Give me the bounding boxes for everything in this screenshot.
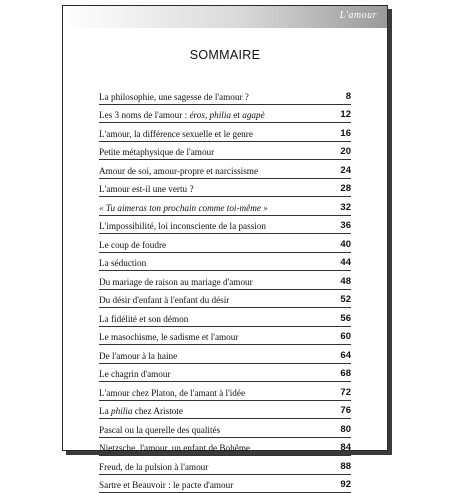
toc-entry-page-number: 40 bbox=[340, 239, 351, 250]
toc-entry-page-number: 44 bbox=[340, 257, 351, 268]
book-page bbox=[62, 5, 388, 451]
table-of-contents bbox=[99, 86, 351, 493]
toc-entry-title-segment: De l'amour à la haine bbox=[99, 351, 177, 361]
toc-entry bbox=[99, 401, 351, 420]
toc-entry-title-segment: La philosophie, une sagesse de l'amour ? bbox=[99, 92, 249, 102]
page-title: SOMMAIRE bbox=[63, 48, 387, 62]
toc-entry bbox=[99, 345, 351, 364]
toc-entry-title bbox=[99, 388, 245, 398]
toc-entry bbox=[99, 197, 351, 216]
toc-entry-page-number: 12 bbox=[340, 109, 351, 120]
toc-entry-title-segment: L'amour chez Platon, de l'amant à l'idée bbox=[99, 388, 245, 398]
toc-entry-page-number: 16 bbox=[340, 128, 351, 139]
toc-entry-page-number: 88 bbox=[340, 461, 351, 472]
toc-entry bbox=[99, 271, 351, 290]
toc-entry-page-number: 36 bbox=[340, 220, 351, 231]
toc-entry-title bbox=[99, 332, 238, 342]
toc-entry bbox=[99, 234, 351, 253]
toc-entry-title bbox=[99, 221, 266, 231]
page-shadow-right bbox=[388, 9, 392, 455]
toc-entry-page-number: 64 bbox=[340, 350, 351, 361]
toc-entry-title-segment: L'amour est-il une vertu ? bbox=[99, 184, 194, 194]
toc-entry-title-segment: Pascal ou la querelle des qualités bbox=[99, 425, 220, 435]
toc-entry-title bbox=[99, 314, 188, 324]
toc-entry-title bbox=[99, 203, 268, 213]
toc-entry-title-segment: chez Aristote bbox=[132, 406, 183, 416]
toc-entry-page-number: 32 bbox=[340, 202, 351, 213]
toc-entry-title-segment: « Tu aimeras ton prochain comme toi-même » bbox=[99, 203, 268, 213]
toc-entry-title bbox=[99, 110, 265, 120]
toc-entry-page-number: 76 bbox=[340, 405, 351, 416]
toc-entry-title bbox=[99, 425, 220, 435]
toc-entry-title bbox=[99, 129, 253, 139]
toc-entry-title-segment: La séduction bbox=[99, 258, 146, 268]
toc-entry-page-number: 8 bbox=[346, 91, 351, 102]
toc-entry-title-segment: éros bbox=[189, 110, 204, 120]
toc-entry-title bbox=[99, 295, 229, 305]
toc-entry-page-number: 48 bbox=[340, 276, 351, 287]
toc-entry bbox=[99, 308, 351, 327]
toc-entry-page-number: 28 bbox=[340, 183, 351, 194]
toc-entry bbox=[99, 216, 351, 235]
toc-entry-title-segment: Du mariage de raison au mariage d'amour bbox=[99, 277, 253, 287]
toc-entry-title-segment: L'amour, la différence sexuelle et le genre bbox=[99, 129, 253, 139]
toc-entry bbox=[99, 179, 351, 198]
toc-entry-title-segment: Le coup de foudre bbox=[99, 240, 166, 250]
toc-entry-title-segment: Sartre et Beauvoir : le pacte d'amour bbox=[99, 480, 233, 490]
toc-entry-title bbox=[99, 277, 253, 287]
toc-entry-title bbox=[99, 406, 183, 416]
toc-entry-title-segment: Petite métaphysique de l'amour bbox=[99, 147, 214, 157]
toc-entry-title bbox=[99, 462, 208, 472]
running-header-band bbox=[63, 6, 387, 28]
toc-entry-title bbox=[99, 147, 214, 157]
toc-entry-title-segment: La fidélité et son démon bbox=[99, 314, 188, 324]
toc-entry-page-number: 68 bbox=[340, 368, 351, 379]
toc-entry bbox=[99, 456, 351, 475]
toc-entry-title-segment: philia bbox=[210, 110, 231, 120]
toc-entry-title-segment: Amour de soi, amour-propre et narcissisme bbox=[99, 166, 258, 176]
toc-entry bbox=[99, 160, 351, 179]
running-header-title: L'amour bbox=[340, 10, 377, 21]
toc-entry-page-number: 84 bbox=[340, 442, 351, 453]
toc-entry-title-segment: Freud, de la pulsion à l'amour bbox=[99, 462, 208, 472]
toc-entry-title-segment: Les 3 noms de l'amour : bbox=[99, 110, 189, 120]
toc-entry-title-segment: L'impossibilité, loi inconsciente de la passion bbox=[99, 221, 266, 231]
toc-entry bbox=[99, 253, 351, 272]
toc-entry-page-number: 92 bbox=[340, 479, 351, 490]
toc-entry-title-segment: , bbox=[205, 110, 210, 120]
toc-entry-title-segment: et bbox=[231, 110, 242, 120]
toc-entry bbox=[99, 327, 351, 346]
toc-entry-title-segment: philia bbox=[111, 406, 132, 416]
toc-entry-page-number: 60 bbox=[340, 331, 351, 342]
toc-entry-title-segment: Du désir d'enfant à l'enfant du désir bbox=[99, 295, 229, 305]
toc-entry-page-number: 24 bbox=[340, 165, 351, 176]
toc-entry-title bbox=[99, 92, 249, 102]
toc-entry bbox=[99, 419, 351, 438]
toc-entry-page-number: 72 bbox=[340, 387, 351, 398]
toc-entry-title bbox=[99, 480, 233, 490]
toc-entry-page-number: 52 bbox=[340, 294, 351, 305]
toc-entry bbox=[99, 123, 351, 142]
toc-entry-page-number: 20 bbox=[340, 146, 351, 157]
toc-entry-title-segment: La bbox=[99, 406, 111, 416]
toc-entry bbox=[99, 382, 351, 401]
toc-entry-title bbox=[99, 351, 177, 361]
toc-entry-title bbox=[99, 240, 166, 250]
toc-entry-title-segment: Le masochisme, le sadisme et l'amour bbox=[99, 332, 238, 342]
toc-entry-title-segment: Le chagrin d'amour bbox=[99, 369, 171, 379]
toc-entry bbox=[99, 142, 351, 161]
toc-entry-title bbox=[99, 166, 258, 176]
toc-entry bbox=[99, 290, 351, 309]
toc-entry-title-segment: agapè bbox=[242, 110, 264, 120]
toc-entry-title bbox=[99, 258, 146, 268]
toc-entry bbox=[99, 438, 351, 457]
toc-entry-page-number: 80 bbox=[340, 424, 351, 435]
toc-entry-title bbox=[99, 184, 194, 194]
toc-entry-title bbox=[99, 369, 171, 379]
toc-entry bbox=[99, 86, 351, 105]
toc-entry-title bbox=[99, 443, 250, 453]
toc-entry bbox=[99, 475, 351, 493]
toc-entry bbox=[99, 105, 351, 124]
toc-entry bbox=[99, 364, 351, 383]
toc-entry-page-number: 56 bbox=[340, 313, 351, 324]
toc-entry-title-segment: Nietzsche, l'amour, un enfant de Bohême bbox=[99, 443, 250, 453]
